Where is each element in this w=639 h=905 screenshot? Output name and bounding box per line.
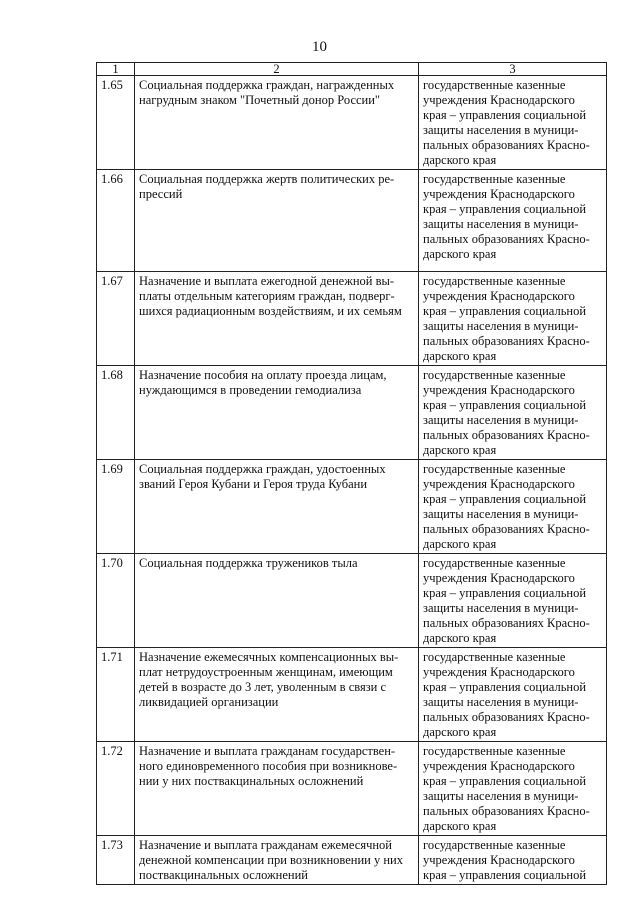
executor-line: края – управления социальной [423, 774, 587, 788]
table-row [97, 554, 607, 648]
executor [419, 648, 607, 742]
executor-line: государственные казенные [423, 172, 566, 186]
executor-line: дарского края [423, 349, 497, 363]
service-name [135, 742, 419, 836]
executor-line: пальных образованиях Красно- [423, 616, 590, 630]
executor-line: края – управления социальной [423, 492, 587, 506]
service-name [135, 648, 419, 742]
executor-line: дарского края [423, 443, 497, 457]
executor-line: учреждения Краснодарского [423, 571, 575, 585]
row-number: 1.66 [97, 170, 135, 272]
table-row [97, 76, 607, 170]
executor-line: пальных образованиях Красно- [423, 522, 590, 536]
service-name-line: плат нетрудоустроенным женщинам, имеющим [139, 665, 393, 679]
header-col-1: 1 [97, 63, 135, 76]
row-number: 1.71 [97, 648, 135, 742]
executor-line: учреждения Краснодарского [423, 187, 575, 201]
service-name [135, 76, 419, 170]
executor [419, 460, 607, 554]
executor-line: государственные казенные [423, 462, 566, 476]
header-col-2: 2 [135, 63, 419, 76]
service-name-line: Социальная поддержка граждан, награжденных [139, 78, 395, 92]
service-name-line: платы отдельным категориям граждан, подверг- [139, 289, 395, 303]
executor-line: государственные казенные [423, 78, 566, 92]
executor-line: края – управления социальной [423, 398, 587, 412]
executor-line: края – управления социальной [423, 586, 587, 600]
header-col-3: 3 [419, 63, 607, 76]
executor [419, 170, 607, 272]
executor-line: пальных образованиях Красно- [423, 428, 590, 442]
row-number: 1.65 [97, 76, 135, 170]
service-name-line: детей в возрасте до 3 лет, уволенным в связи с [139, 680, 387, 694]
table-body [97, 63, 607, 885]
executor-line: края – управления социальной [423, 108, 587, 122]
executor-line: защиты населения в муници- [423, 413, 579, 427]
executor-line: края – управления социальной [423, 868, 587, 882]
executor-line: дарского края [423, 725, 497, 739]
executor-line: края – управления социальной [423, 304, 587, 318]
service-name-line: нагрудным знаком "Почетный донор России" [139, 93, 381, 107]
table-row [97, 170, 607, 272]
executor-line: государственные казенные [423, 744, 566, 758]
executor-line: учреждения Краснодарского [423, 477, 575, 491]
executor-line: края – управления социальной [423, 202, 587, 216]
executor-line: дарского края [423, 631, 497, 645]
service-name-line: прессий [139, 187, 183, 201]
page-number: 10 [312, 39, 327, 55]
executor [419, 76, 607, 170]
executor-line: пальных образованиях Красно- [423, 710, 590, 724]
service-name-line: ного единовременного пособия при возникнове- [139, 759, 398, 773]
table-row [97, 836, 607, 885]
service-name-line: Социальная поддержка граждан, удостоенных [139, 462, 386, 476]
executor [419, 272, 607, 366]
executor-line: пальных образованиях Красно- [423, 138, 590, 152]
service-name-line: Назначение и выплата гражданам ежемесячной [139, 838, 392, 852]
executor [419, 554, 607, 648]
executor-line: учреждения Краснодарского [423, 759, 575, 773]
service-name-line: Назначение ежемесячных компенсационных вы- [139, 650, 399, 664]
executor-line: дарского края [423, 819, 497, 833]
service-name-line: Назначение пособия на оплату проезда лицам, [139, 368, 387, 382]
service-name [135, 460, 419, 554]
executor-line: защиты населения в муници- [423, 319, 579, 333]
executor-line: дарского края [423, 247, 497, 261]
service-name [135, 272, 419, 366]
service-name-line: шихся радиационным воздействиям, и их семьям [139, 304, 402, 318]
service-name-line: денежной компенсации при возникновении у них [139, 853, 403, 867]
executor-line: государственные казенные [423, 838, 566, 852]
row-number: 1.68 [97, 366, 135, 460]
service-name-line: нии у них поствакцинальных осложнений [139, 774, 364, 788]
service-name [135, 554, 419, 648]
service-name-line: Социальная поддержка тружеников тыла [139, 556, 358, 570]
executor-line: учреждения Краснодарского [423, 289, 575, 303]
row-number: 1.70 [97, 554, 135, 648]
executor-line: защиты населения в муници- [423, 507, 579, 521]
services-table [96, 62, 607, 885]
executor-line: учреждения Краснодарского [423, 383, 575, 397]
executor-line: дарского края [423, 153, 497, 167]
row-number: 1.69 [97, 460, 135, 554]
service-name-line: Назначение и выплата гражданам государствен- [139, 744, 396, 758]
executor [419, 742, 607, 836]
executor-line: защиты населения в муници- [423, 217, 579, 231]
service-name-line: поствакцинальных осложнений [139, 868, 308, 882]
table-row [97, 272, 607, 366]
executor-line: государственные казенные [423, 650, 566, 664]
service-name-line: званий Героя Кубани и Героя труда Кубани [139, 477, 368, 491]
service-name-line: нуждающимся в проведении гемодиализа [139, 383, 362, 397]
table-row [97, 648, 607, 742]
row-number: 1.72 [97, 742, 135, 836]
executor-line: защиты населения в муници- [423, 601, 579, 615]
executor-line: учреждения Краснодарского [423, 853, 575, 867]
executor-line: края – управления социальной [423, 680, 587, 694]
executor-line: государственные казенные [423, 274, 566, 288]
executor-line: защиты населения в муници- [423, 123, 579, 137]
executor-line: пальных образованиях Красно- [423, 232, 590, 246]
row-number: 1.67 [97, 272, 135, 366]
service-name-line: ликвидацией организации [139, 695, 279, 709]
executor-line: учреждения Краснодарского [423, 93, 575, 107]
executor-line: пальных образованиях Красно- [423, 804, 590, 818]
executor [419, 836, 607, 885]
table-row [97, 460, 607, 554]
service-name [135, 170, 419, 272]
service-name [135, 366, 419, 460]
table-row [97, 742, 607, 836]
service-name [135, 836, 419, 885]
executor-line: дарского края [423, 537, 497, 551]
table-header-row [97, 63, 607, 76]
executor-line: государственные казенные [423, 556, 566, 570]
row-number: 1.73 [97, 836, 135, 885]
service-name-line: Назначение и выплата ежегодной денежной вы- [139, 274, 395, 288]
executor-line: пальных образованиях Красно- [423, 334, 590, 348]
executor-line: защиты населения в муници- [423, 789, 579, 803]
executor-line: государственные казенные [423, 368, 566, 382]
executor-line: защиты населения в муници- [423, 695, 579, 709]
service-name-line: Социальная поддержка жертв политических ре- [139, 172, 395, 186]
executor [419, 366, 607, 460]
table-row [97, 366, 607, 460]
executor-line: учреждения Краснодарского [423, 665, 575, 679]
